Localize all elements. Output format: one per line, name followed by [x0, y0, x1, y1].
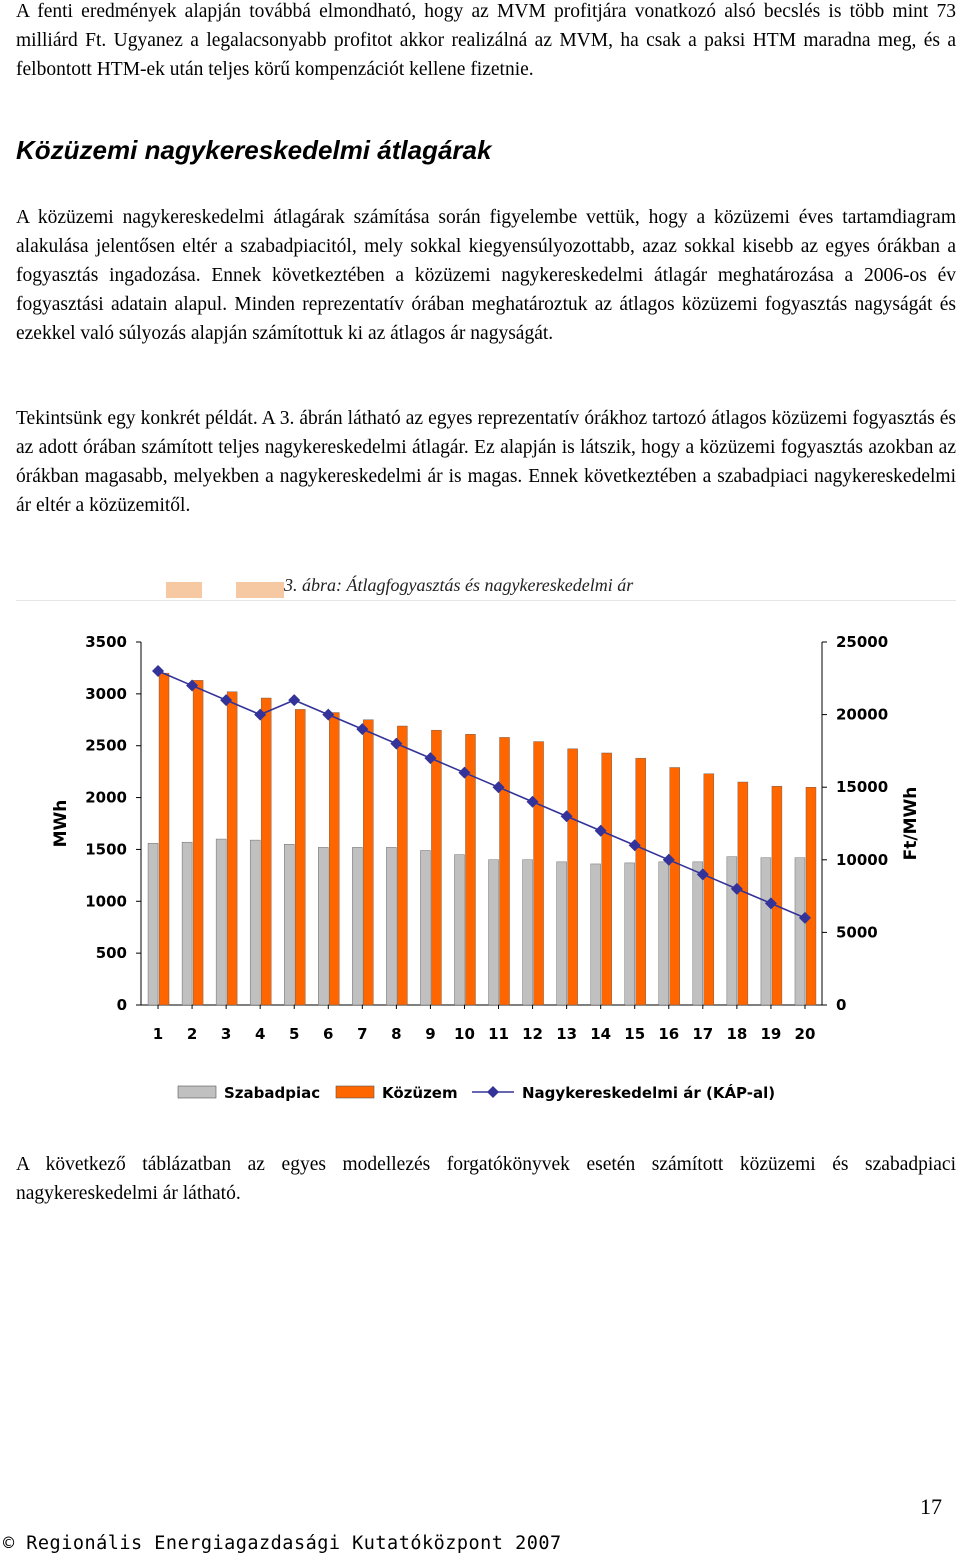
- footer-copyright: © Regionális Energiagazdasági Kutatóközpont 2007: [3, 1533, 562, 1554]
- bar-szabadpiac: [420, 850, 430, 1005]
- right-tick-label: 0: [836, 996, 847, 1014]
- bar-kozuzem: [602, 753, 612, 1005]
- left-axis-title: MWh: [51, 799, 71, 848]
- intro-paragraph: A fenti eredmények alapján továbbá elmondható, hogy az MVM profitjára vonatkozó alsó becslés is több mint 73 milliárd Ft. Ugyanez a legalacsonyabb profitot akkor realizálná az MVM, ha csak a paksi HTM maradna meg, és a felbontott HTM-ek után teljes körű kompenzációt kellene fizetnie.: [16, 1, 956, 80]
- bar-kozuzem: [193, 680, 203, 1005]
- section-heading: Közüzemi nagykereskedelmi átlagárak: [16, 135, 492, 165]
- bar-kozuzem: [363, 720, 373, 1005]
- left-tick-label: 1000: [85, 892, 127, 911]
- x-tick-label: 19: [760, 1025, 782, 1043]
- decorative-shape-right: [236, 582, 284, 598]
- legend-swatch-szabadpiac: [178, 1086, 216, 1098]
- bar-kozuzem: [806, 787, 816, 1005]
- x-tick-label: 13: [556, 1025, 578, 1043]
- bar-szabadpiac: [250, 840, 260, 1005]
- left-tick-label: 1500: [85, 840, 127, 859]
- legend-swatch-kozuzem: [336, 1086, 374, 1098]
- bar-kozuzem: [329, 713, 339, 1005]
- paragraph-3: A következő táblázatban az egyes modellezés forgatókönyvek esetén számított közüzemi és szabadpiaci nagykereskedelmi ár látható.: [16, 1154, 956, 1204]
- legend-marker-price: [487, 1086, 499, 1098]
- bar-szabadpiac: [523, 860, 533, 1005]
- left-tick-label: 3000: [85, 684, 127, 703]
- x-tick-label: 11: [488, 1025, 509, 1043]
- bar-szabadpiac: [557, 862, 567, 1005]
- x-tick-label: 16: [658, 1025, 680, 1043]
- x-tick-label: 20: [794, 1025, 816, 1043]
- bar-szabadpiac: [659, 862, 669, 1005]
- x-tick-label: 6: [323, 1025, 334, 1043]
- right-tick-label: 5000: [836, 923, 878, 942]
- x-tick-label: 14: [590, 1025, 612, 1043]
- bar-kozuzem: [227, 692, 237, 1005]
- bar-kozuzem: [636, 758, 646, 1005]
- bar-szabadpiac: [352, 847, 362, 1005]
- paragraph-1: A közüzemi nagykereskedelmi átlagárak számítása során figyelembe vettük, hogy a közüzemi éves tartamdiagram alakulása jelentősen eltér a szabadpiacitól, mely sokkal kiegyensúlyozottabb, azaz sokkal kisebb az egyes órákban a fogyasztás ingadozása. Ennek következtében a közüzemi nagykereskedelmi átlagár meghatározása a 2006-os év fogyasztási adatain alapul. Minden reprezentatív órában meghatároztuk az átlagos közüzemi fogyasztás nagyságát és ezekkel való súlyozás alapján számítottuk ki az átlagos ár nagyságát.: [16, 207, 956, 344]
- bar-szabadpiac: [216, 839, 226, 1005]
- bar-kozuzem: [295, 709, 305, 1005]
- x-tick-label: 15: [624, 1025, 646, 1043]
- legend-label-price: Nagykereskedelmi ár (KÁP-al): [522, 1084, 776, 1102]
- paragraph-2: Tekintsünk egy konkrét példát. A 3. ábrán látható az egyes reprezentatív órákhoz tartozó átlagos közüzemi fogyasztás és az adott órában számított teljes nagykereskedelmi átlagár. Ez alapján is látszik, hogy a közüzemi fogyasztás azokban az órákban magasabb, melyekben a nagykereskedelmi ár is magas. Ennek következtében a szabadpiaci nagykereskedelmi ár eltér a közüzemitől.: [16, 408, 956, 516]
- bar-szabadpiac: [386, 847, 396, 1005]
- x-tick-label: 2: [186, 1025, 198, 1043]
- right-tick-label: 15000: [836, 778, 889, 797]
- bar-kozuzem: [397, 726, 407, 1005]
- x-tick-label: 4: [254, 1025, 266, 1043]
- left-tick-label: 2000: [85, 788, 127, 807]
- x-tick-label: 17: [692, 1025, 714, 1043]
- x-tick-label: 12: [522, 1025, 544, 1043]
- bar-kozuzem: [704, 774, 714, 1005]
- bar-kozuzem: [534, 742, 544, 1005]
- x-tick-label: 8: [391, 1025, 402, 1043]
- right-axis-title: Ft/MWh: [901, 786, 921, 861]
- bar-kozuzem: [500, 737, 510, 1005]
- x-tick-label: 5: [289, 1025, 300, 1043]
- x-tick-label: 9: [425, 1025, 436, 1043]
- bar-szabadpiac: [693, 862, 703, 1005]
- right-tick-label: 10000: [836, 850, 889, 869]
- bar-szabadpiac: [591, 864, 601, 1005]
- bar-kozuzem: [568, 749, 578, 1005]
- x-tick-label: 10: [454, 1025, 475, 1043]
- bar-szabadpiac: [625, 863, 635, 1005]
- bar-kozuzem: [431, 730, 441, 1005]
- chart-svg: [16, 601, 956, 1121]
- right-tick-label: 25000: [836, 633, 889, 651]
- x-tick-label: 18: [726, 1025, 748, 1043]
- legend-label-szabadpiac: Szabadpiac: [224, 1084, 321, 1102]
- left-tick-label: 3500: [85, 633, 127, 651]
- bar-szabadpiac: [318, 847, 328, 1005]
- bar-szabadpiac: [727, 857, 737, 1005]
- figure-caption: 3. ábra: Átlagfogyasztás és nagykereskedelmi ár: [284, 575, 634, 595]
- x-tick-label: 1: [152, 1025, 164, 1043]
- left-tick-label: 2500: [85, 736, 127, 755]
- bar-kozuzem: [159, 673, 169, 1005]
- bar-kozuzem: [772, 786, 782, 1005]
- left-tick-label: 500: [95, 944, 127, 963]
- bar-szabadpiac: [795, 858, 805, 1005]
- legend-label-kozuzem: Közüzem: [382, 1084, 458, 1102]
- left-tick-label: 0: [116, 996, 127, 1014]
- x-tick-label: 7: [357, 1025, 368, 1043]
- right-tick-label: 20000: [836, 705, 889, 724]
- bar-szabadpiac: [148, 843, 158, 1005]
- bar-szabadpiac: [284, 844, 294, 1005]
- bar-szabadpiac: [489, 860, 499, 1005]
- decorative-shape-left: [166, 582, 202, 598]
- page-number: 17: [920, 1494, 942, 1519]
- bar-szabadpiac: [182, 842, 192, 1005]
- x-tick-label: 3: [220, 1025, 232, 1043]
- bar-szabadpiac: [454, 855, 464, 1005]
- chart-container: [16, 600, 956, 1121]
- bar-szabadpiac: [761, 858, 771, 1005]
- price-marker: [288, 694, 300, 706]
- bar-kozuzem: [261, 698, 271, 1005]
- bar-kozuzem: [670, 767, 680, 1005]
